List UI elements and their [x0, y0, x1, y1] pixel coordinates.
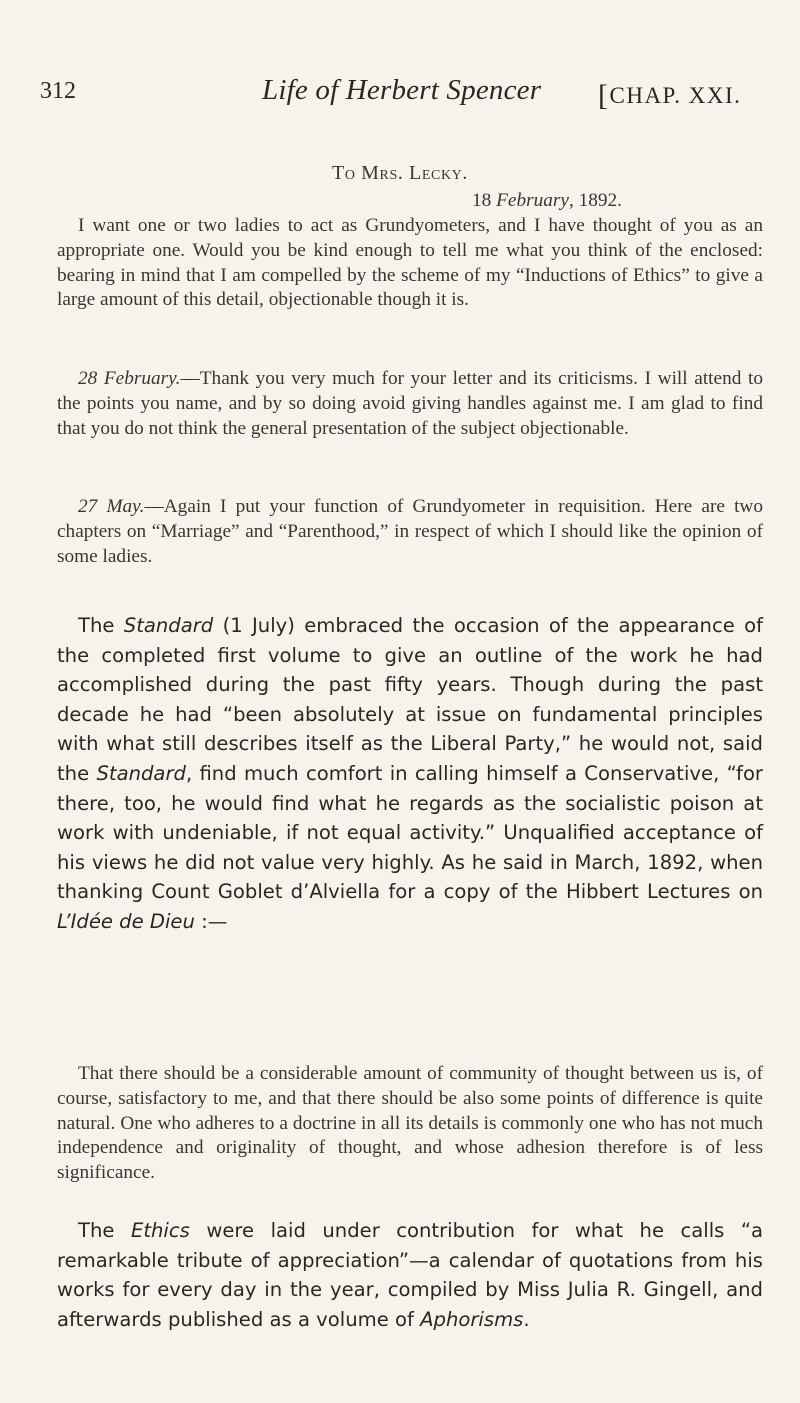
date-year: 1892. — [578, 190, 622, 211]
letter-paragraph-2-date: 28 February. — [78, 368, 181, 389]
letter-dateline: 18 February, 1892. — [472, 190, 622, 211]
narrative-text-1: The — [78, 614, 124, 637]
running-head — [40, 74, 760, 110]
closing-text-1: The — [78, 1219, 131, 1242]
letter-heading-text: To Mrs. Lecky. — [332, 162, 468, 184]
narrative-text-3: , find much comfort in calling himself a Conservative, “for there, too, he would find what he regards as the socialistic poison at work with undeniable, if not equal activity.” Unqualified acceptance of his views he did not value very highly. As he said in March, 1892, when thanking Count Goblet d’Alviella for a copy of the Hibbert Lectures on — [57, 761, 763, 904]
book-title-aphorisms: Aphorisms — [420, 1307, 524, 1331]
chapter-label: [CHAP. XXI. — [598, 79, 742, 112]
closing-text-2: were laid under contribution for what he calls “a remarkable tribute of appreciation”—a calendar of quotations from his works for every day in the year, compiled by Miss Julia R. Gingell, and afterwards published as a volume of — [57, 1219, 763, 1331]
narrative-paragraph — [57, 611, 763, 937]
letter-heading — [0, 162, 800, 185]
newspaper-title-2: Standard — [96, 761, 186, 785]
date-month: February — [496, 190, 569, 211]
book-title-ethics: Ethics — [130, 1219, 190, 1242]
letter-paragraph-2 — [57, 367, 763, 441]
date-day: 18 — [472, 190, 492, 211]
narrative-text-2: (1 July) embraced the occasion of the appearance of the completed first volume to give an outline of the work he had accomplished during the past fifty years. Though during the past decade he had “been absolutely at issue on fundamental principles with what still describes itself as the Liberal Party,” he would not, said the — [57, 614, 763, 785]
quotation-paragraph: That there should be a considerable amount of community of thought between us is, of course, satisfactory to me, and that there should be also some points of difference is quite natural. One who adheres to a doctrine in all its details is commonly one who has not much independence and originality of thought, and whose adhesion therefore is of less significance. — [57, 1063, 763, 1184]
closing-paragraph — [57, 1216, 763, 1334]
letter-paragraph-1: I want one or two ladies to act as Grundyometers, and I have thought of you as an appropriate one. Would you be kind enough to tell me what you think of the enclosed: bearing in mind that I am compelled by the scheme of my “Inductions of Ethics” to give a large amount of this detail, objectionable though it is. — [57, 215, 763, 311]
letter-paragraph-2-body: —Thank you very much for your letter and its criticisms. I will attend to the points you name, and by so doing avoid giving handles against me. I am glad to find that you do not think the general presentation of the subject objectionable. — [57, 368, 763, 439]
letter-paragraph-3-date: 27 May. — [78, 496, 145, 517]
newspaper-title-1: Standard — [123, 614, 214, 637]
page-number: 312 — [40, 78, 76, 104]
running-title: Life of Herbert Spencer — [262, 74, 542, 106]
letter-paragraph-3 — [57, 495, 763, 569]
letter-paragraph-3-body: —Again I put your function of Grundyometer in requisition. Here are two chapters on “Marriage” and “Parenthood,” in respect of which I should like the opinion of some ladies. — [57, 496, 763, 567]
lecture-title: L’Idée de Dieu — [57, 909, 195, 933]
narrative-text-4: :— — [194, 909, 228, 933]
chapter-text: CHAP. XXI. — [609, 83, 742, 108]
closing-text-3: . — [523, 1307, 530, 1331]
